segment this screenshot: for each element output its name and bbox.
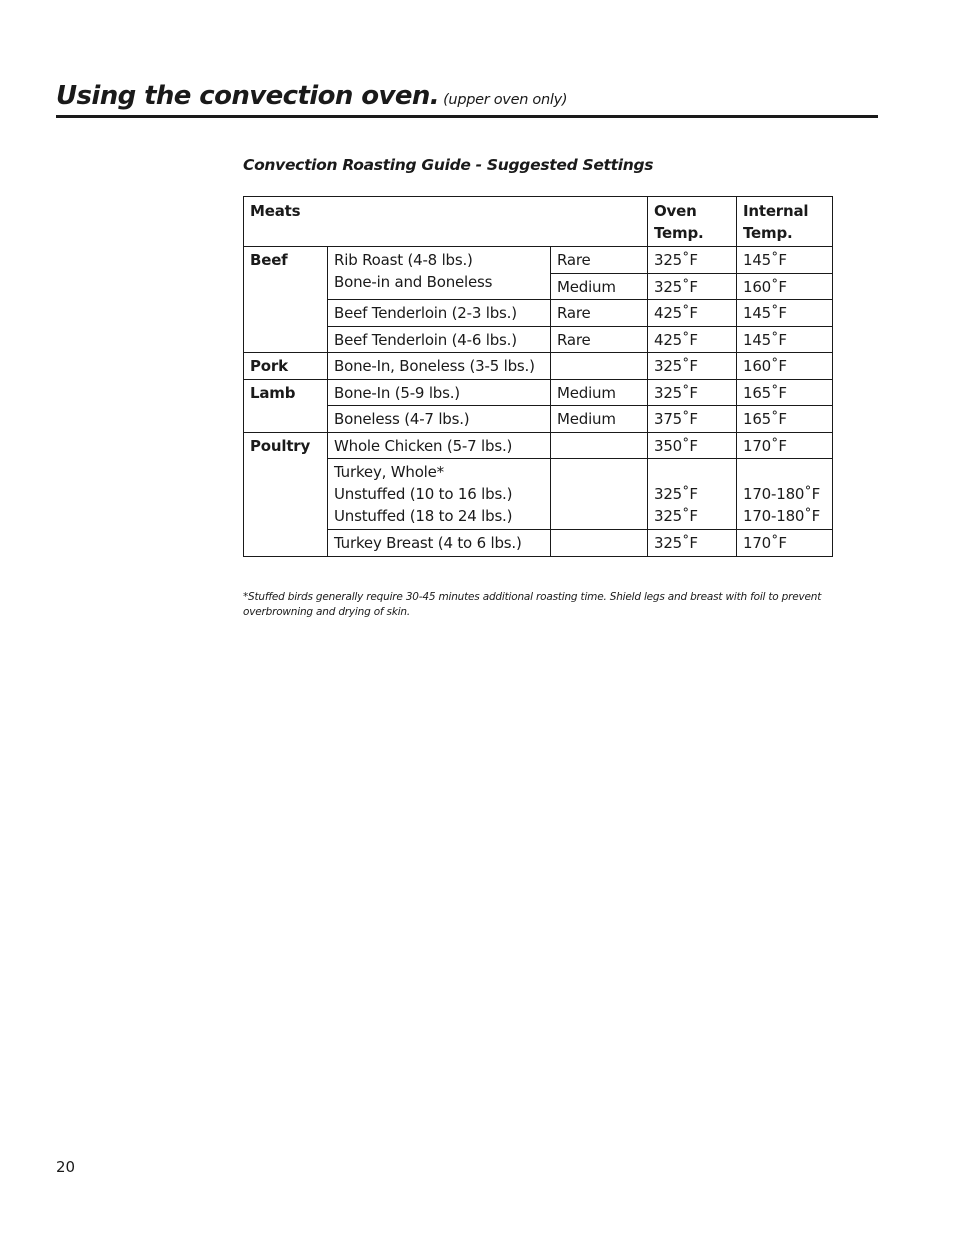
cut-cell: Turkey Breast (4 to 6 lbs.) [328, 530, 551, 557]
meats-header: Meats [244, 197, 648, 247]
oven-temp-cell: 325˚F [648, 353, 737, 380]
page-header [56, 78, 878, 118]
internal-temp-cell: 160˚F [737, 353, 833, 380]
internal-temp-cell: 145˚F [737, 300, 833, 327]
page-number: 20 [56, 1158, 76, 1176]
table-row [244, 459, 833, 530]
cut-cell: Beef Tenderloin (4-6 lbs.) [328, 326, 551, 353]
oven-temp-cell: 325˚F [648, 247, 737, 274]
roasting-guide-table [243, 196, 833, 557]
internal-temp-cell: 170-180˚F 170-180˚F [737, 459, 833, 530]
doneness-cell [551, 432, 648, 459]
table-row [244, 247, 833, 274]
page-title: Using the convection oven. [56, 81, 440, 111]
page-subtitle: (upper oven only) [443, 92, 568, 108]
oven-temp-cell: 375˚F [648, 406, 737, 433]
table-row [244, 379, 833, 406]
table-row [244, 530, 833, 557]
table-row [244, 326, 833, 353]
oven-temp-cell: 425˚F [648, 300, 737, 327]
doneness-cell: Medium [551, 273, 648, 300]
oven-temp-cell: 325˚F [648, 273, 737, 300]
category-lamb: Lamb [244, 379, 328, 432]
internal-temp-header: Internal Temp. [737, 197, 833, 247]
oven-temp-cell: 325˚F 325˚F [648, 459, 737, 530]
doneness-cell [551, 530, 648, 557]
oven-temp-cell: 325˚F [648, 530, 737, 557]
internal-temp-cell: 145˚F [737, 247, 833, 274]
category-poultry: Poultry [244, 432, 328, 556]
doneness-cell: Rare [551, 247, 648, 274]
internal-temp-cell: 165˚F [737, 379, 833, 406]
oven-temp-cell: 325˚F [648, 379, 737, 406]
oven-temp-cell: 425˚F [648, 326, 737, 353]
oven-temp-header: Oven Temp. [648, 197, 737, 247]
cut-cell: Bone-In, Boneless (3-5 lbs.) [328, 353, 551, 380]
category-pork: Pork [244, 353, 328, 380]
table-header-row [244, 197, 833, 247]
internal-temp-cell: 145˚F [737, 326, 833, 353]
table-row [244, 406, 833, 433]
doneness-cell: Rare [551, 326, 648, 353]
cut-cell: Rib Roast (4-8 lbs.) Bone-in and Boneless [328, 247, 551, 300]
doneness-cell: Medium [551, 406, 648, 433]
cut-cell: Beef Tenderloin (2-3 lbs.) [328, 300, 551, 327]
internal-temp-cell: 170˚F [737, 530, 833, 557]
internal-temp-cell: 165˚F [737, 406, 833, 433]
internal-temp-cell: 170˚F [737, 432, 833, 459]
table-row [244, 353, 833, 380]
doneness-cell [551, 353, 648, 380]
table-row [244, 432, 833, 459]
category-beef: Beef [244, 247, 328, 353]
roasting-guide-title: Convection Roasting Guide - Suggested Settings [243, 156, 654, 174]
doneness-cell: Medium [551, 379, 648, 406]
internal-temp-cell: 160˚F [737, 273, 833, 300]
doneness-cell [551, 459, 648, 530]
cut-cell: Boneless (4-7 lbs.) [328, 406, 551, 433]
cut-cell: Whole Chicken (5-7 lbs.) [328, 432, 551, 459]
footnote: *Stuffed birds generally require 30-45 minutes additional roasting time. Shield legs and breast with foil to prevent overbrowning and drying of skin. [243, 591, 822, 618]
doneness-cell: Rare [551, 300, 648, 327]
cut-cell: Turkey, Whole* Unstuffed (10 to 16 lbs.) Unstuffed (18 to 24 lbs.) [328, 459, 551, 530]
table-row [244, 300, 833, 327]
oven-temp-cell: 350˚F [648, 432, 737, 459]
cut-cell: Bone-In (5-9 lbs.) [328, 379, 551, 406]
